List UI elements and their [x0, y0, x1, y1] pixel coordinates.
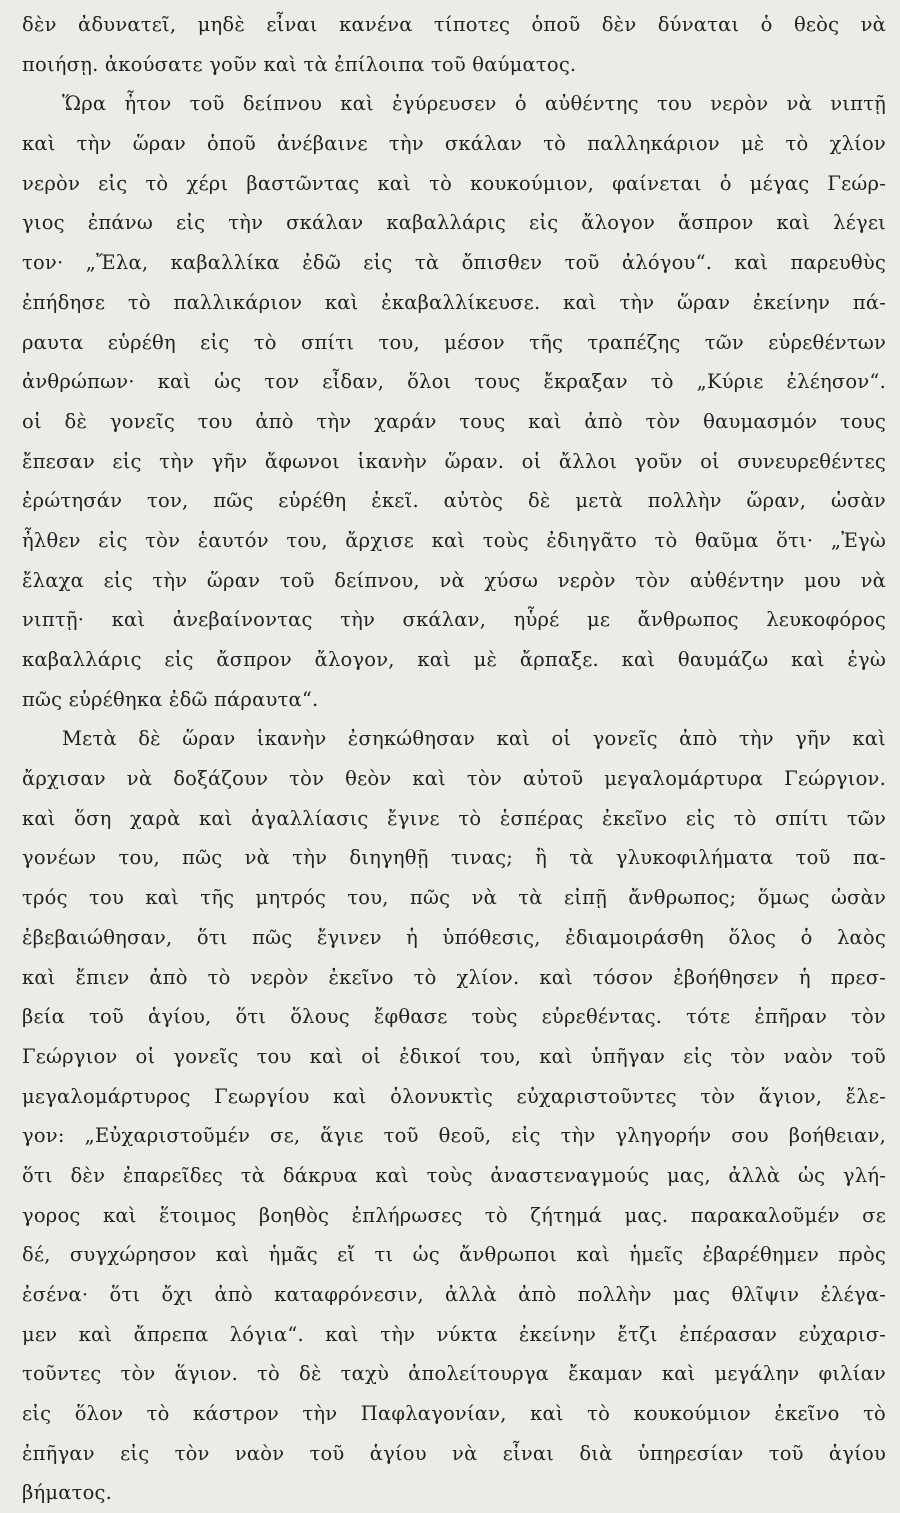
text-line: καὶ ἔπιεν ἀπὸ τὸ νερὸν ἐκεῖνο τὸ χλίον. καὶ τόσον ἐβοήθησεν ἡ πρεσ- [22, 965, 886, 989]
text-line: γονέων του, πῶς νὰ τὴν διηγηθῇ τινας; ἢ τὰ γλυκοφιλήματα τοῦ πα- [22, 846, 886, 870]
text-line: Γεώργιον οἱ γονεῖς του καὶ οἱ ἐδικοί του, καὶ ὑπῆγαν εἰς τὸν ναὸν τοῦ [22, 1044, 886, 1068]
text-line: γον: „Εὐχαριστοῦμέν σε, ἅγιε τοῦ θεοῦ, εἰς τὴν γληγορήν σου βοήθειαν, [22, 1124, 886, 1148]
text-line: Μετὰ δὲ ὥραν ἱκανὴν ἐσηκώθησαν καὶ οἱ γονεῖς ἀπὸ τὴν γῆν καὶ [62, 727, 886, 751]
text-line: νιπτῇ· καὶ ἀνεβαίνοντας τὴν σκάλαν, ηὗρέ με ἄνθρωπος λευκοφόρος [22, 608, 886, 632]
paragraph-2 [22, 84, 886, 719]
text-line: ὅτι δὲν ἐπαρεῖδες τὰ δάκρυα καὶ τοὺς ἀναστεναγμούς μας, ἀλλὰ ὡς γλή- [22, 1163, 886, 1187]
text-line: δέ, συγχώρησον καὶ ἡμᾶς εἴ τι ὡς ἄνθρωποι καὶ ἡμεῖς ἐβαρέθημεν πρὸς [22, 1243, 886, 1267]
text-line: καβαλλάρις εἰς ἄσπρον ἄλογον, καὶ μὲ ἄρπαξε. καὶ θαυμάζω καὶ ἐγὼ [22, 648, 886, 671]
text-line: ποιήσῃ. ἀκούσατε γοῦν καὶ τὰ ἐπίλοιπα τοῦ θαύματος. [22, 52, 577, 76]
text-line: Ὥρα ἦτον τοῦ δείπνου καὶ ἐγύρευσεν ὁ αὐθέντης του νερὸν νὰ νιπτῇ [62, 92, 886, 116]
text-line: καὶ ὅση χαρὰ καὶ ἀγαλλίασις ἔγινε τὸ ἑσπέρας ἐκεῖνο εἰς τὸ σπίτι τῶν [22, 806, 886, 830]
text-line: ἔπεσαν εἰς τὴν γῆν ἄφωνοι ἱκανὴν ὥραν. οἱ ἄλλοι γοῦν οἱ συνευρεθέντες [22, 449, 886, 473]
text-line: ἐρώτησάν τον, πῶς εὑρέθη ἐκεῖ. αὐτὸς δὲ μετὰ πολλὴν ὥραν, ὡσὰν [22, 489, 886, 513]
text-line: ραυτα εὑρέθη εἰς τὸ σπίτι του, μέσον τῆς τραπέζης τῶν εὑρεθέντων [22, 330, 886, 354]
text-line: ἐπῆγαν εἰς τὸν ναὸν τοῦ ἁγίου νὰ εἶναι διὰ ὑπηρεσίαν τοῦ ἁγίου [22, 1441, 886, 1465]
text-line: γορος καὶ ἕτοιμος βοηθὸς ἐπλήρωσες τὸ ζήτημά μας. παρακαλοῦμέν σε [22, 1203, 886, 1227]
text-line: ἔλαχα εἰς τὴν ὥραν τοῦ δείπνου, νὰ χύσω νερὸν τὸν αὐθέντην μου νὰ [22, 568, 886, 592]
text-line: πῶς εὑρέθηκα ἐδῶ πάραυτα“. [22, 687, 319, 711]
text-line: ἐβεβαιώθησαν, ὅτι πῶς ἔγινεν ἡ ὑπόθεσις, ἐδιαμοιράσθη ὅλος ὁ λαὸς [22, 925, 886, 949]
text-line: εἰς ὅλον τὸ κάστρον τὴν Παφλαγονίαν, καὶ τὸ κουκούμιον ἐκεῖνο τὸ [22, 1402, 886, 1426]
text-line: καὶ τὴν ὥραν ὁποῦ ἀνέβαινε τὴν σκάλαν τὸ παλληκάριον μὲ τὸ χλίον [22, 132, 886, 156]
text-line: ἐπήδησε τὸ παλλικάριον καὶ ἐκαβαλλίκευσε. καὶ τὴν ὥραν ἐκείνην πά- [22, 290, 886, 314]
text-line: τον· „Ἔλα, καβαλλίκα ἐδῶ εἰς τὰ ὄπισθεν τοῦ ἀλόγου“. καὶ παρευθὺς [22, 251, 886, 275]
text-line: τρός του καὶ τῆς μητρός του, πῶς νὰ τὰ εἰπῇ ἄνθρωπος; ὅμως ὡσὰν [22, 886, 886, 910]
text-line: μεν καὶ ἄπρεπα λόγια“. καὶ τὴν νύκτα ἐκείνην ἔτζι ἐπέρασαν εὐχαρισ- [22, 1322, 886, 1346]
text-line: ἄρχισαν νὰ δοξάζουν τὸν θεὸν καὶ τὸν αὐτοῦ μεγαλομάρτυρα Γεώργιον. [22, 767, 886, 791]
paragraph-3 [22, 719, 886, 1513]
text-line: ἐσένα· ὅτι ὄχι ἀπὸ καταφρόνεσιν, ἀλλὰ ἀπὸ πολλὴν μας θλῖψιν ἐλέγα- [22, 1283, 886, 1306]
paragraph-1 [22, 5, 886, 84]
text-line: γιος ἐπάνω εἰς τὴν σκάλαν καβαλλάρις εἰς ἄλογον ἄσπρον καὶ λέγει [22, 211, 886, 235]
text-line: δὲν ἀδυνατεῖ, μηδὲ εἶναι κανένα τίποτες ὁποῦ δὲν δύναται ὁ θεὸς νὰ [22, 13, 886, 36]
text-line: ἦλθεν εἰς τὸν ἑαυτόν του, ἄρχισε καὶ τοὺς ἐδιηγᾶτο τὸ θαῦμα ὅτι· „Ἐγὼ [22, 528, 886, 552]
text-line: βήματος. [22, 1481, 113, 1505]
text-line: ἀνθρώπων· καὶ ὡς τον εἶδαν, ὅλοι τους ἔκραξαν τὸ „Κύριε ἐλέησον“. [22, 370, 886, 394]
text-line: βεία τοῦ ἁγίου, ὅτι ὅλους ἔφθασε τοὺς εὑρεθέντας. τότε ἐπῆραν τὸν [22, 1005, 886, 1029]
text-line: οἱ δὲ γονεῖς του ἀπὸ τὴν χαράν τους καὶ ἀπὸ τὸν θαυμασμόν τους [22, 409, 886, 433]
text-line: τοῦντες τὸν ἅγιον. τὸ δὲ ταχὺ ἀπολείτουργα ἔκαμαν καὶ μεγάλην φιλίαν [22, 1362, 886, 1386]
text-line: νερὸν εἰς τὸ χέρι βαστῶντας καὶ τὸ κουκούμιον, φαίνεται ὁ μέγας Γεώρ- [22, 171, 886, 195]
text-line: μεγαλομάρτυρος Γεωργίου καὶ ὁλονυκτὶς εὐχαριστοῦντες τὸν ἅγιον, ἔλε- [22, 1084, 886, 1108]
